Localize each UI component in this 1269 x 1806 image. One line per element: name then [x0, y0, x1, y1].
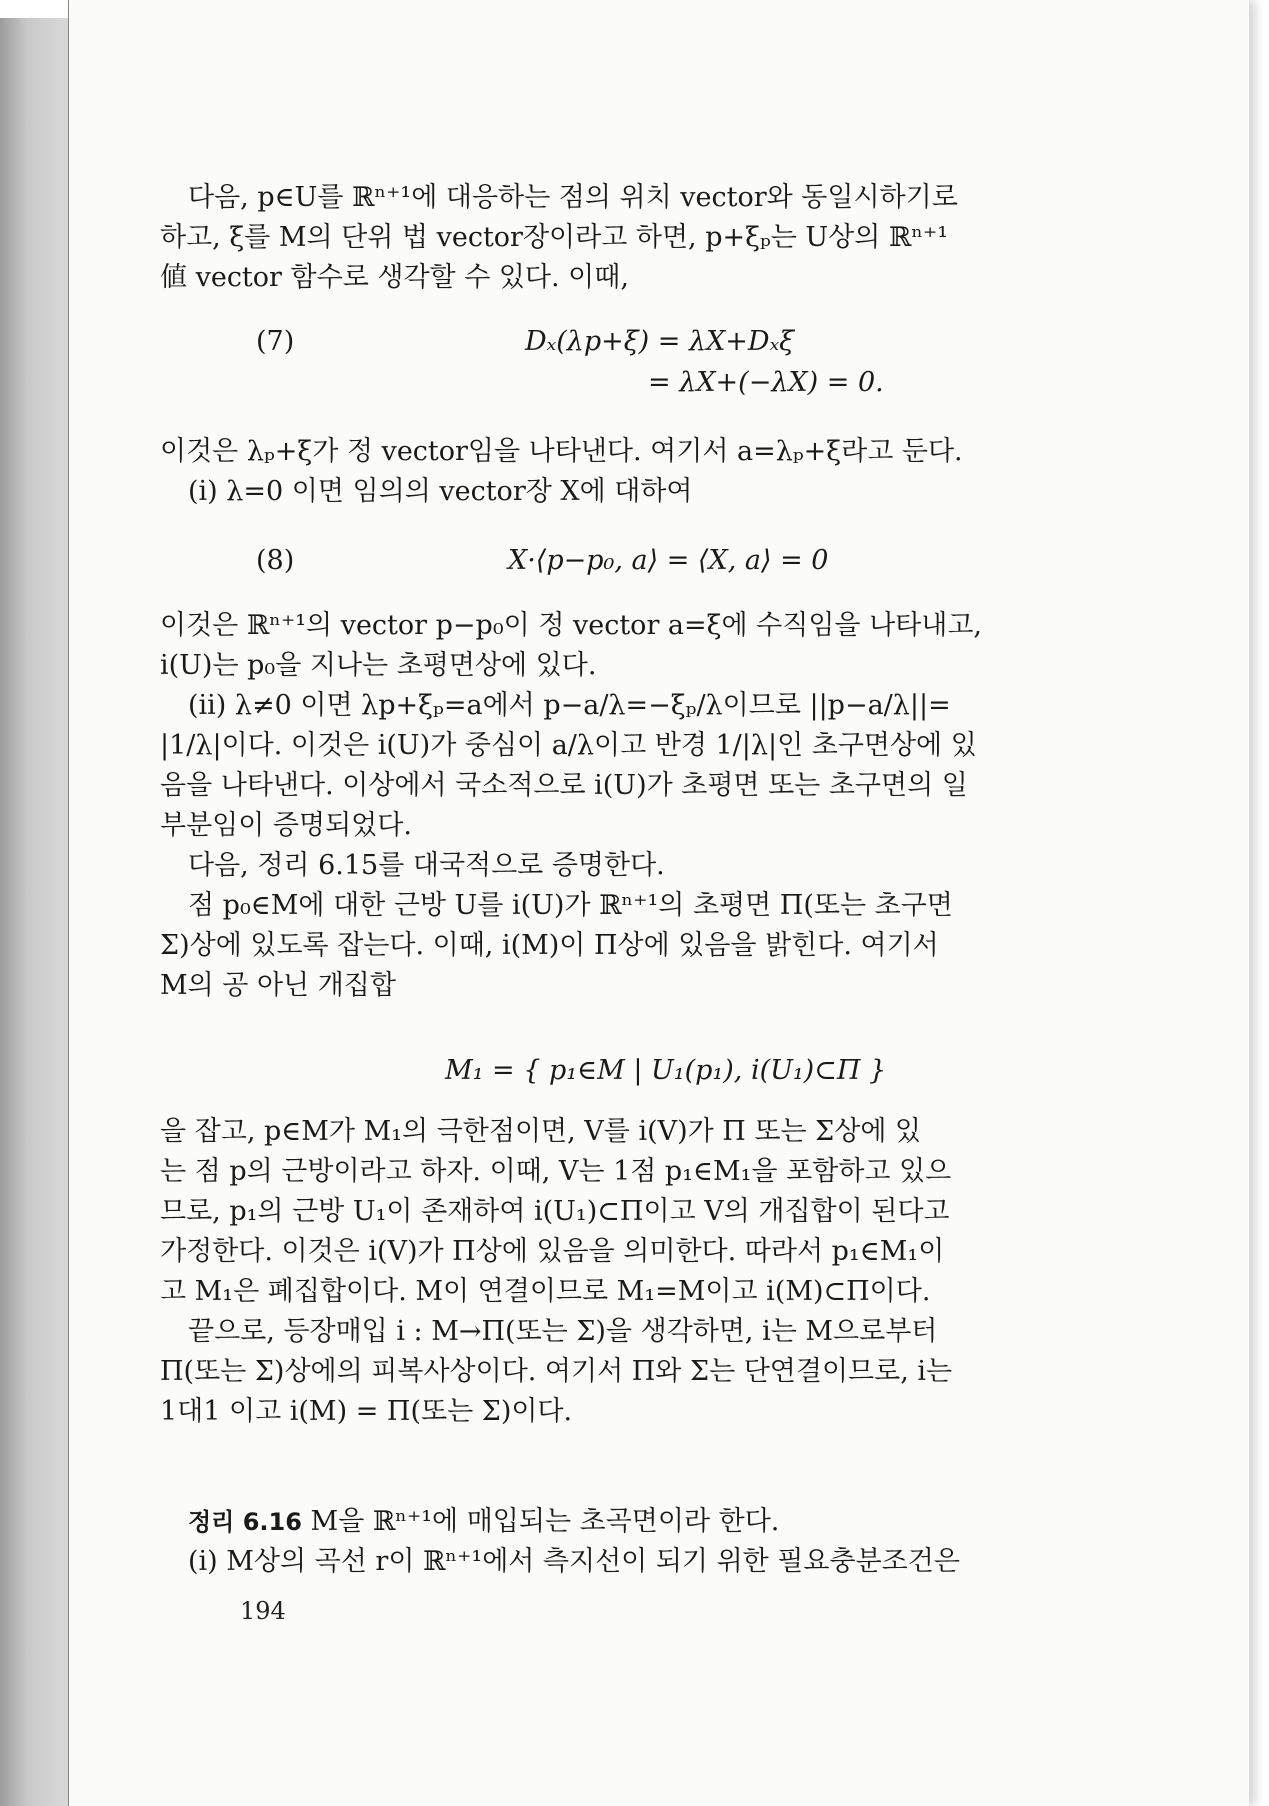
theorem-label: 정리 6.16	[188, 1508, 302, 1536]
theorem-line	[160, 1502, 1115, 1542]
paragraph-3	[160, 606, 1115, 1006]
equation-line: M₁ = { p₁∈M | U₁(p₁), i(U₁)⊂Π }	[445, 1055, 887, 1086]
text-line: 는 점 p의 근방이라고 하자. 이때, V는 1점 p₁∈M₁을 포함하고 있으	[160, 1156, 952, 1187]
paragraph-2	[160, 432, 1115, 512]
book-spine	[0, 18, 68, 1806]
equation-line: Dₓ(λp+ξ) = λX+Dₓξ	[525, 326, 795, 357]
text-line: 이것은 ℝⁿ⁺¹의 vector p−p₀이 정 vector a=ξ에 수직임을 나타내고,	[160, 610, 983, 641]
text-line: (ii) λ≠0 이면 λp+ξₚ=a에서 p−a/λ=−ξₚ/λ이므로 ||p−a/λ||=	[188, 690, 951, 721]
text-line: 値 vector 함수로 생각할 수 있다. 이때,	[160, 262, 629, 293]
text-line: M의 공 아닌 개집합	[160, 970, 396, 1001]
page-number: 194	[240, 1597, 286, 1625]
text-line: Π(또는 Σ)상에의 피복사상이다. 여기서 Π와 Σ는 단연결이므로, i는	[160, 1356, 953, 1387]
text-line: 이것은 λₚ+ξ가 정 vector임을 나타낸다. 여기서 a=λₚ+ξ라고 둔다.	[160, 436, 963, 467]
paragraph-1	[160, 178, 1115, 298]
text-line: 점 p₀∈M에 대한 근방 U를 i(U)가 ℝⁿ⁺¹의 초평면 Π(또는 초구면	[188, 890, 953, 921]
text-line: Σ)상에 있도록 잡는다. 이때, i(M)이 Π상에 있음을 밝힌다. 여기서	[160, 930, 939, 961]
theorem-block	[160, 1502, 1115, 1582]
text-line: 다음, 정리 6.15를 대국적으로 증명한다.	[188, 850, 665, 881]
text-line: 부분임이 증명되었다.	[160, 810, 412, 841]
text-line: (i) M상의 곡선 r이 ℝⁿ⁺¹에서 측지선이 되기 위한 필요충분조건은	[188, 1546, 960, 1577]
text-line: 1대1 이고 i(M) = Π(또는 Σ)이다.	[160, 1396, 573, 1427]
text-line: 음을 나타낸다. 이상에서 국소적으로 i(U)가 초평면 또는 초구면의 일	[160, 770, 968, 801]
text-line: i(U)는 p₀을 지나는 초평면상에 있다.	[160, 650, 597, 681]
text-line: 가정한다. 이것은 i(V)가 Π상에 있음을 의미한다. 따라서 p₁∈M₁이	[160, 1236, 945, 1267]
text-line: 고 M₁은 폐집합이다. M이 연결이므로 M₁=M이고 i(M)⊂Π이다.	[160, 1276, 931, 1307]
equation-line: = λX+(−λX) = 0.	[648, 367, 884, 398]
theorem-text: M을 ℝⁿ⁺¹에 매입되는 초곡면이라 한다.	[310, 1506, 780, 1537]
text-line: 하고, ξ를 M의 단위 법 vector장이라고 하면, p+ξₚ는 U상의 ℝⁿ⁺¹	[160, 222, 949, 253]
text-line: (i) λ=0 이면 임의의 vector장 X에 대하여	[188, 476, 693, 507]
equation-number: (7)	[256, 326, 295, 357]
text-line: 끝으로, 등장매입 i : M→Π(또는 Σ)을 생각하면, i는 M으로부터	[188, 1316, 938, 1347]
text-line: 므로, p₁의 근방 U₁이 존재하여 i(U₁)⊂Π이고 V의 개집합이 된다고	[160, 1196, 950, 1227]
text-line: 다음, p∈U를 ℝⁿ⁺¹에 대응하는 점의 위치 vector와 동일시하기로	[188, 182, 958, 213]
text-line: |1/λ|이다. 이것은 i(U)가 중심이 a/λ이고 반경 1/|λ|인 초구면상에 있	[160, 730, 977, 761]
text-line: 을 잡고, p∈M가 M₁의 극한점이면, V를 i(V)가 Π 또는 Σ상에 있	[160, 1116, 922, 1147]
equation-line: X·⟨p−p₀, a⟩ = ⟨X, a⟩ = 0	[508, 545, 829, 576]
paragraph-4	[160, 1112, 1115, 1432]
equation-number: (8)	[256, 545, 295, 576]
